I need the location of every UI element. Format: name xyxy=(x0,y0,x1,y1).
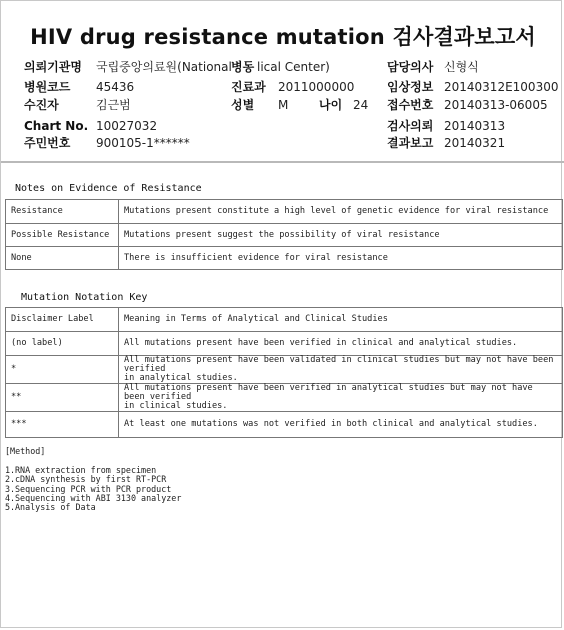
table-row xyxy=(6,308,563,332)
age-label: 나이 xyxy=(319,98,343,112)
clinic-value: 2011000000 xyxy=(278,80,355,94)
table-row xyxy=(6,412,563,438)
evidence-label: Possible Resistance xyxy=(6,224,119,247)
notation-text: Meaning in Terms of Analytical and Clinical Studies xyxy=(119,308,563,332)
evidence-label: Resistance xyxy=(6,200,119,224)
notation-text xyxy=(119,384,563,412)
table-row xyxy=(6,356,563,384)
doctor-label: 담당의사 xyxy=(387,60,434,74)
method-step: 3.Sequencing PCR with PCR product xyxy=(5,483,172,494)
method-step-text: Analysis of Data xyxy=(15,502,96,513)
age-value: 24 xyxy=(353,98,369,112)
notation-text-line1: All mutations present have been verified in analytical studies but may not have been verified xyxy=(124,383,533,402)
report-date-label: 결과보고 xyxy=(387,136,434,150)
dept-overflow-text: lical Center) xyxy=(257,60,330,74)
notation-label: ** xyxy=(6,384,119,412)
table-row xyxy=(6,332,563,356)
sex-value: M xyxy=(278,98,289,112)
evidence-section-title: Notes on Evidence of Resistance xyxy=(15,183,202,194)
method-step: 2.cDNA synthesis by first RT-PCR xyxy=(5,474,167,485)
patient-value: 김근범 xyxy=(96,98,131,112)
chart-no-label: Chart No. xyxy=(24,119,89,133)
clinic-label: 진료과 xyxy=(231,80,266,94)
notation-table xyxy=(5,307,563,438)
notation-text-line2: in clinical studies. xyxy=(124,401,228,411)
notation-text-line1: All mutations present have been validated in clinical studies but may not have been verified xyxy=(124,355,554,374)
notation-text-line2: in analytical studies. xyxy=(124,373,238,383)
table-row xyxy=(6,224,563,247)
report-date-value: 20140321 xyxy=(444,136,506,150)
method-step-text: RNA extraction from specimen xyxy=(15,465,157,476)
method-title: [Method] xyxy=(5,446,46,456)
receipt-value: 20140313-06005 xyxy=(444,98,548,112)
table-row xyxy=(6,200,563,224)
evidence-text: There is insufficient evidence for viral resistance xyxy=(119,247,563,270)
institution-label: 의뢰기관명 xyxy=(24,60,82,74)
method-step: 5.Analysis of Data xyxy=(5,502,96,513)
evidence-text: Mutations present constitute a high level of genetic evidence for viral resistance xyxy=(119,200,563,224)
notation-section-title: Mutation Notation Key xyxy=(21,292,148,303)
resident-no-value: 900105-1****** xyxy=(96,136,190,150)
evidence-table xyxy=(5,199,563,270)
clinical-info-label: 임상정보 xyxy=(387,80,434,94)
notation-label: (no label) xyxy=(6,332,119,356)
table-row xyxy=(6,384,563,412)
request-label: 검사의뢰 xyxy=(387,119,434,133)
sex-label: 성별 xyxy=(231,98,255,112)
method-step: 4.Sequencing with ABI 3130 analyzer xyxy=(5,492,182,503)
method-step-text: Sequencing PCR with PCR product xyxy=(15,483,172,494)
request-value: 20140313 xyxy=(444,119,506,133)
report-title: HIV drug resistance mutation 검사결과보고서 xyxy=(30,25,536,49)
method-section xyxy=(5,447,181,512)
clinical-info-value: 20140312E100300 xyxy=(444,80,559,94)
patient-header xyxy=(1,53,564,163)
notation-label: * xyxy=(6,356,119,384)
hospital-code-value: 45436 xyxy=(96,80,135,94)
doctor-value: 신형식 xyxy=(444,60,479,74)
evidence-label: None xyxy=(6,247,119,270)
method-step-text: cDNA synthesis by first RT-PCR xyxy=(15,474,167,485)
institution-value: 국립중앙의료원(National xyxy=(96,60,232,74)
notation-label: Disclaimer Label xyxy=(6,308,119,332)
evidence-text: Mutations present suggest the possibility of viral resistance xyxy=(119,224,563,247)
chart-no-value: 10027032 xyxy=(96,119,158,133)
notation-label: *** xyxy=(6,412,119,438)
patient-label: 수진자 xyxy=(24,98,59,112)
notation-text: At least one mutations was not verified in both clinical and analytical studies. xyxy=(119,412,563,438)
method-step: 1.RNA extraction from specimen xyxy=(5,465,157,476)
hospital-code-label: 병원코드 xyxy=(24,80,71,94)
notation-text: All mutations present have been verified in clinical and analytical studies. xyxy=(119,332,563,356)
resident-no-label: 주민번호 xyxy=(24,136,71,150)
dept-label: 병동 xyxy=(231,60,255,74)
notation-text xyxy=(119,356,563,384)
receipt-label: 접수번호 xyxy=(387,98,434,112)
method-step-text: Sequencing with ABI 3130 analyzer xyxy=(15,492,182,503)
table-row xyxy=(6,247,563,270)
